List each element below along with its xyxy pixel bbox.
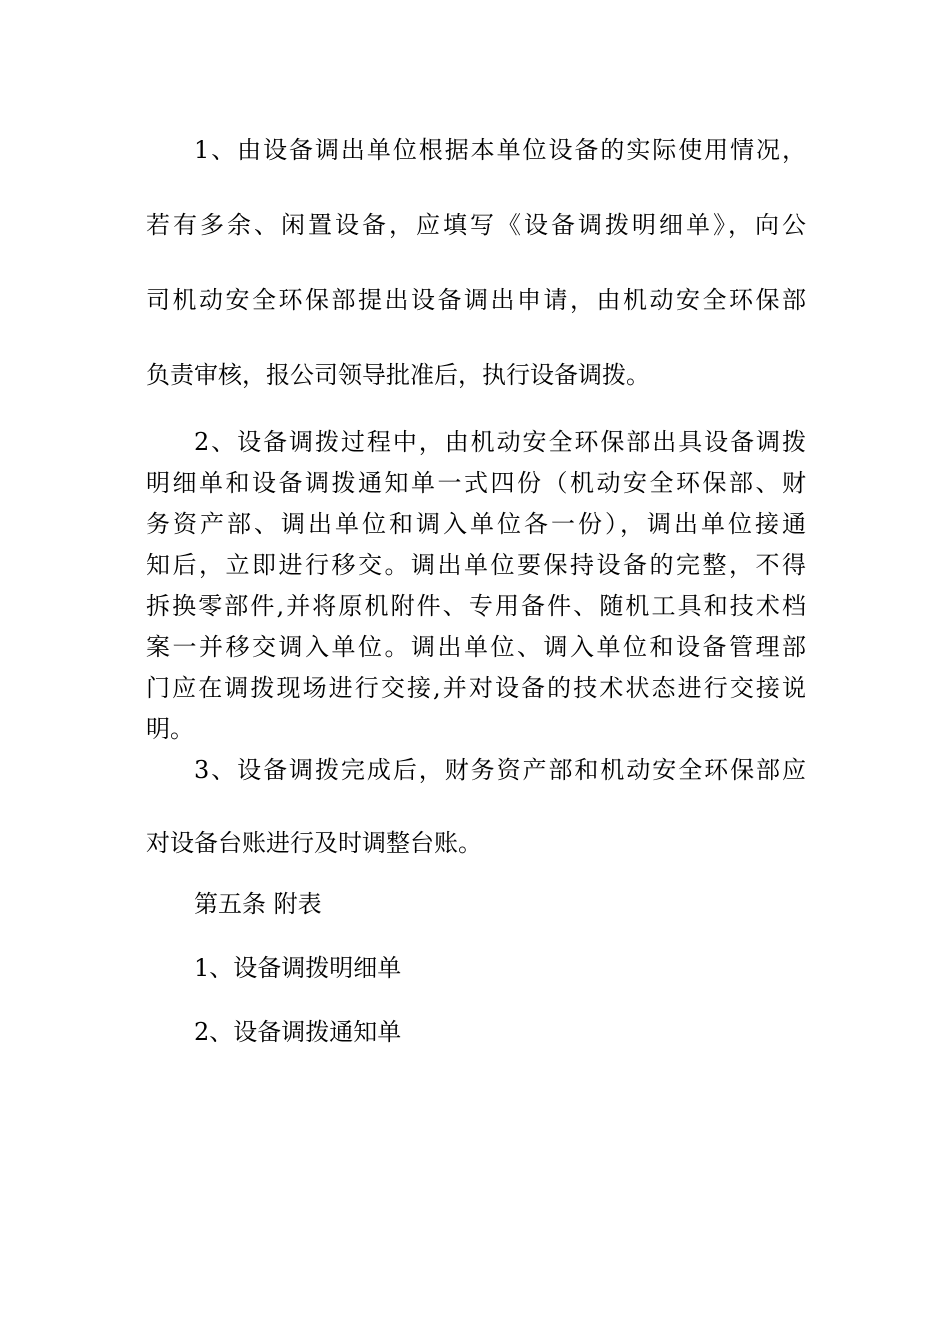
paragraph-1-line-1: 1、由设备调出单位根据本单位设备的实际使用情况， [194, 136, 806, 164]
paragraph-1-line-3: 司机动安全环保部提出设备调出申请，由机动安全环保部 [146, 286, 806, 314]
paragraph-2-line-3: 务资产部、调出单位和调入单位各一份），调出单位接通 [146, 510, 806, 538]
paragraph-2-line-8: 明。 [146, 715, 194, 743]
paragraph-2-line-2: 明细单和设备调拨通知单一式四份（机动安全环保部、财 [146, 469, 806, 497]
article-5-heading: 第五条 附表 [194, 890, 322, 918]
paragraph-2-line-7: 门应在调拨现场进行交接,并对设备的技术状态进行交接说 [146, 674, 806, 702]
paragraph-2-line-4: 知后，立即进行移交。调出单位要保持设备的完整，不得 [146, 551, 806, 579]
paragraph-2-line-1: 2、设备调拨过程中，由机动安全环保部出具设备调拨 [194, 428, 806, 456]
attachment-item-2: 2、设备调拨通知单 [194, 1018, 402, 1046]
paragraph-3-line-2: 对设备台账进行及时调整台账。 [146, 829, 482, 857]
attachment-item-1: 1、设备调拨明细单 [194, 954, 402, 982]
paragraph-2-line-5: 拆换零部件,并将原机附件、专用备件、随机工具和技术档 [146, 592, 806, 620]
paragraph-2-line-6: 案一并移交调入单位。调出单位、调入单位和设备管理部 [146, 633, 806, 661]
paragraph-3-line-1: 3、设备调拨完成后，财务资产部和机动安全环保部应 [194, 756, 806, 784]
paragraph-1-line-4: 负责审核，报公司领导批准后，执行设备调拨。 [146, 361, 650, 389]
paragraph-1-line-2: 若有多余、闲置设备，应填写《设备调拨明细单》，向公 [146, 211, 806, 239]
